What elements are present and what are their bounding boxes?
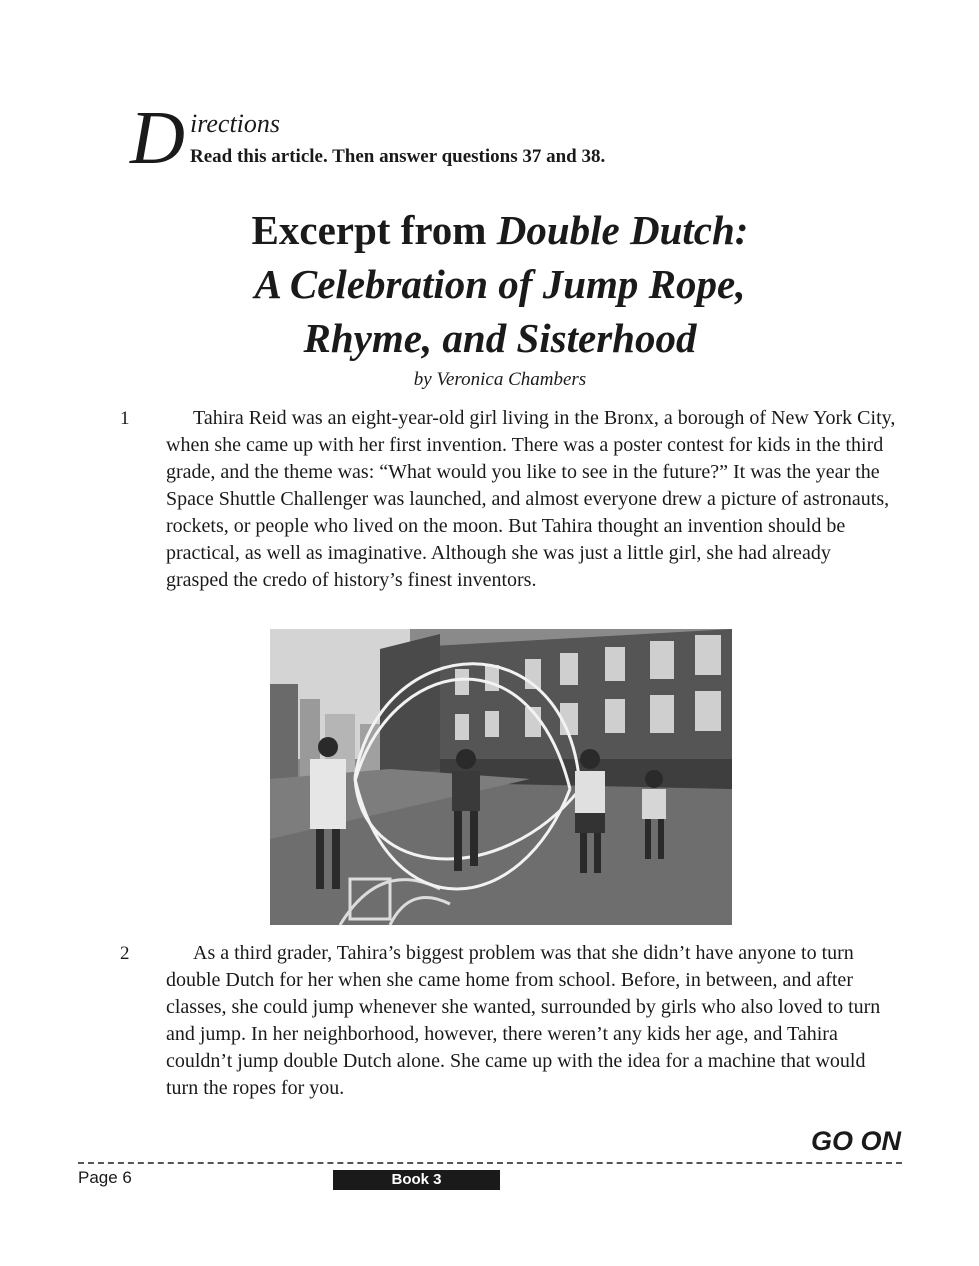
title-line-1 [120, 203, 880, 257]
footer-divider [78, 1162, 902, 1164]
article-title [120, 203, 880, 391]
paragraph-number: 2 [120, 943, 130, 964]
title-line-3: Rhyme, and Sisterhood [303, 315, 697, 361]
book-badge: Book 3 [333, 1170, 500, 1190]
directions-dropcap: D [130, 96, 185, 180]
paragraph-number: 1 [120, 408, 130, 429]
go-on-label: GO ON [810, 1126, 901, 1156]
page-number: Page 6 [78, 1168, 132, 1187]
directions-instruction: Read this article. Then answer questions 37 and 38. [190, 146, 606, 167]
directions-header [130, 96, 830, 180]
paragraph-text: As a third grader, Tahira’s biggest problem was that she didn’t have anyone to turn double Dutch for her when she came home from school. Before, in between, and after classes, she could jump whenever she wanted, surrounded by girls who also loved to turn and jump. In her neighborhood, however, there weren’t any kids her age, and Tahira couldn’t jump double Dutch alone. She came up with the idea for a machine that would turn the ropes for you. [166, 942, 881, 1099]
paragraph-text: Tahira Reid was an eight-year-old girl living in the Bronx, a borough of New York City, when she came up with her first invention. There was a poster contest for kids in the third grade, and the theme was: “What would you like to see in the future?” It was the year the Space Shuttle Challenger was launched, and almost everyone drew a picture of astronauts, rockets, or people who lived on the moon. But Tahira thought an invention should be practical, as well as imaginative. Although she was just a little girl, she had already grasped the credo of history’s finest inventors. [166, 407, 896, 591]
title-line-1-italic: Double Dutch: [496, 207, 749, 253]
byline: by Veronica Chambers [413, 369, 587, 390]
title-line-2: A Celebration of Jump Rope, [254, 261, 746, 307]
title-line-1-plain: Excerpt from [251, 207, 497, 253]
photo-illustration [270, 629, 732, 925]
directions-word: irections [190, 109, 281, 138]
double-dutch-photo [270, 629, 732, 925]
